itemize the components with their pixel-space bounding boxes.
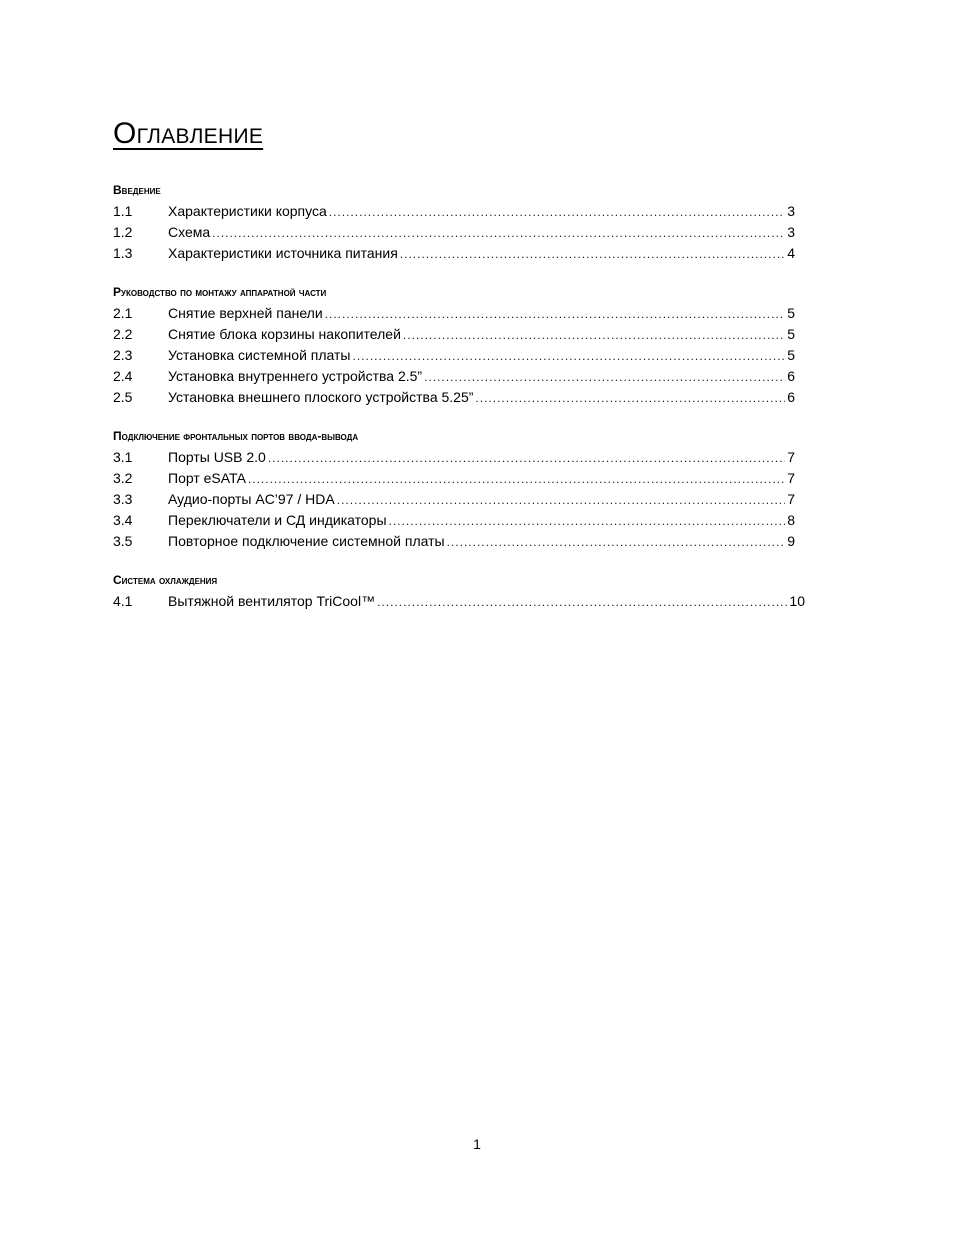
toc-entry[interactable]	[113, 201, 795, 222]
entry-number: 3.5	[113, 533, 133, 549]
entry-title: Схема	[168, 224, 211, 240]
entry-title: Установка системной платы	[168, 347, 351, 363]
page-title: Оглавление	[113, 117, 264, 150]
dot-leader	[329, 202, 785, 223]
dot-leader	[352, 346, 785, 367]
entry-page: 4	[787, 245, 795, 261]
entry-page: 3	[787, 203, 795, 219]
entry-number: 1.1	[113, 203, 133, 219]
toc-entry[interactable]	[113, 222, 795, 243]
entry-page: 10	[789, 593, 805, 609]
dot-leader	[403, 325, 785, 346]
entry-number: 2.3	[113, 347, 133, 363]
entry-page: 6	[787, 368, 795, 384]
dot-leader	[325, 304, 786, 325]
dot-leader	[447, 532, 786, 553]
entry-title: Снятие блока корзины накопителей	[168, 326, 401, 342]
toc-entry[interactable]	[113, 510, 795, 531]
section-heading: Руководство по монтажу аппаратной части	[113, 285, 327, 299]
toc-entry[interactable]	[113, 324, 795, 345]
toc-entry[interactable]	[113, 243, 795, 264]
entry-number: 2.1	[113, 305, 133, 321]
section-heading: Система охлаждения	[113, 573, 218, 587]
entry-number: 3.4	[113, 512, 133, 528]
entry-number: 1.2	[113, 224, 133, 240]
toc-entry[interactable]	[113, 591, 805, 612]
entry-page: 7	[787, 470, 795, 486]
toc-section	[113, 426, 795, 552]
entry-title: Переключатели и СД индикаторы	[168, 512, 387, 528]
entry-number: 3.2	[113, 470, 133, 486]
entry-page: 3	[787, 224, 795, 240]
dot-leader	[475, 388, 785, 409]
entry-title: Установка внутреннего устройства 2.5”	[168, 368, 423, 384]
entry-title: Порт eSATA	[168, 470, 246, 486]
entry-page: 5	[787, 305, 795, 321]
toc-entry[interactable]	[113, 489, 795, 510]
dot-leader	[268, 448, 785, 469]
dot-leader	[337, 490, 785, 511]
section-heading: Введение	[113, 183, 161, 197]
toc-section	[113, 282, 795, 408]
entry-number: 1.3	[113, 245, 133, 261]
toc-section	[113, 180, 795, 264]
entry-title: Аудио-порты AC’97 / HDA	[168, 491, 335, 507]
toc-entry[interactable]	[113, 531, 795, 552]
entry-title: Порты USB 2.0	[168, 449, 266, 465]
entry-title: Характеристики источника питания	[168, 245, 398, 261]
section-heading: Подключение фронтальных портов ввода-вывода	[113, 429, 359, 443]
entry-title: Вытяжной вентилятор TriCool™	[168, 593, 376, 609]
entry-page: 9	[787, 533, 795, 549]
dot-leader	[377, 592, 787, 613]
entry-page: 7	[787, 449, 795, 465]
entry-page: 5	[787, 347, 795, 363]
toc-section	[113, 570, 805, 612]
dot-leader	[424, 367, 785, 388]
entry-page: 6	[787, 389, 795, 405]
toc-entry[interactable]	[113, 468, 795, 489]
toc-entry[interactable]	[113, 387, 795, 408]
dot-leader	[400, 244, 785, 265]
entry-number: 2.5	[113, 389, 133, 405]
entry-number: 2.4	[113, 368, 133, 384]
entry-title: Повторное подключение системной платы	[168, 533, 445, 549]
entry-number: 4.1	[113, 593, 133, 609]
dot-leader	[212, 223, 785, 244]
toc-entry[interactable]	[113, 303, 795, 324]
table-of-contents	[113, 180, 805, 630]
dot-leader	[389, 511, 786, 532]
entry-number: 3.1	[113, 449, 133, 465]
entry-title: Установка внешнего плоского устройства 5.25”	[168, 389, 474, 405]
toc-entry[interactable]	[113, 447, 795, 468]
entry-title: Характеристики корпуса	[168, 203, 327, 219]
entry-title: Снятие верхней панели	[168, 305, 323, 321]
dot-leader	[248, 469, 785, 490]
page-number: 1	[473, 1136, 481, 1152]
toc-entry[interactable]	[113, 345, 795, 366]
toc-entry[interactable]	[113, 366, 795, 387]
entry-number: 3.3	[113, 491, 133, 507]
entry-page: 7	[787, 491, 795, 507]
entry-page: 5	[787, 326, 795, 342]
entry-page: 8	[787, 512, 795, 528]
entry-number: 2.2	[113, 326, 133, 342]
